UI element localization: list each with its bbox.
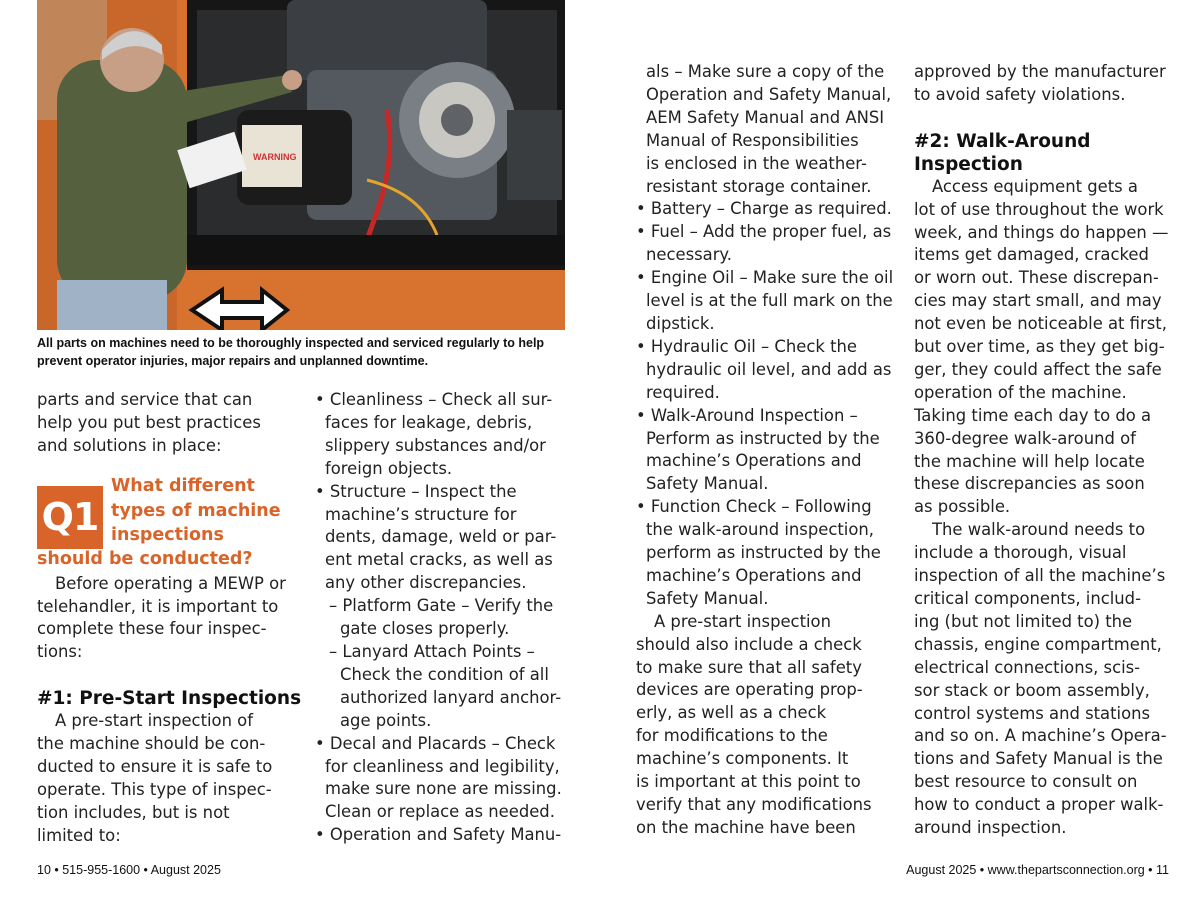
text-line: and so on. A machine’s Opera- [914, 726, 1167, 746]
section-heading: #1: Pre-Start Inspections [37, 688, 302, 710]
question-badge: Q1 [37, 486, 103, 549]
column-3 [636, 61, 894, 840]
text-line: ger, they could affect the safe [914, 359, 1162, 379]
text-line: the machine should be con- [37, 734, 266, 754]
text-line: the machine will help locate [914, 451, 1145, 471]
text-line: to make sure that all safety [636, 657, 862, 677]
photo-caption [37, 334, 567, 370]
text-line: Taking time each day to do a [914, 405, 1152, 425]
photo-warning-label: WARNING [253, 152, 297, 162]
question-line: types of machine [111, 500, 281, 521]
text-line: limited to: [37, 825, 121, 845]
text-line: any other discrepancies. [325, 573, 527, 593]
text-line: Perform as instructed by the [646, 428, 880, 448]
bullet-item [315, 824, 565, 847]
bullet-item [636, 336, 894, 405]
photo-illustration [37, 0, 565, 330]
text-line: around inspection. [914, 818, 1067, 838]
text-line: verify that any modifications [636, 795, 872, 814]
text-line: include a thorough, visual [914, 543, 1127, 563]
text-line: • Walk-Around Inspection – [636, 405, 858, 425]
text-line: is enclosed in the weather- [646, 153, 867, 173]
text-line: critical components, includ- [914, 589, 1142, 609]
text-line: • Structure – Inspect the [315, 481, 517, 501]
text-line: 360-degree walk-around of [914, 428, 1136, 448]
column-2 [315, 389, 565, 847]
text-line: machine’s Operations and [646, 451, 862, 471]
caption-line: All parts on machines need to be thoroughly inspected and serviced regularly to help [37, 336, 545, 350]
text-line: on the machine have been [636, 817, 856, 837]
text-line: approved by the manufacturer [914, 62, 1166, 81]
text-line: gate closes properly. [340, 619, 510, 639]
text-line: – Platform Gate – Verify the [329, 596, 554, 616]
text-line: authorized lanyard anchor- [340, 687, 562, 707]
text-line: Operation and Safety Manual, [646, 84, 892, 104]
text-line: • Battery – Charge as required. [636, 199, 892, 219]
machine-inspection-photo [37, 0, 565, 330]
text-line: ing (but not limited to) the [914, 611, 1133, 631]
text-line: these discrepancies as soon [914, 474, 1145, 494]
text-line: tions: [37, 642, 83, 662]
sub-bullet-item [315, 595, 565, 641]
text-line: and solutions in place: [37, 435, 222, 455]
text-line: necessary. [646, 245, 733, 265]
text-line: operation of the machine. [914, 382, 1127, 402]
text-line: Access equipment gets a [932, 176, 1138, 196]
text-line: dipstick. [646, 313, 715, 333]
question-line: should be conducted? [37, 548, 253, 569]
text-line: electrical connections, scis- [914, 657, 1141, 677]
text-line: • Function Check – Following [636, 497, 872, 517]
heading-line: #2: Walk-Around [914, 130, 1091, 152]
text-line: ducted to ensure it is safe to [37, 756, 273, 776]
column-4 [914, 61, 1174, 840]
text-line: inspection of all the machine’s [914, 566, 1166, 586]
paragraph [37, 573, 292, 665]
text-line: faces for leakage, debris, [325, 412, 533, 432]
text-line: Safety Manual. [646, 588, 769, 608]
text-line: parts and service that can [37, 390, 253, 409]
bullet-item [315, 481, 565, 596]
text-line: als – Make sure a copy of the [646, 62, 885, 81]
text-line: sor stack or boom assembly, [914, 680, 1150, 700]
column-1 [37, 389, 302, 848]
text-line: for cleanliness and legibility, [325, 756, 560, 776]
bullet-item [636, 198, 894, 221]
text-line: machine’s components. It [636, 749, 849, 769]
text-line: complete these four inspec- [37, 619, 267, 639]
text-line: operate. This type of inspec- [37, 779, 272, 799]
text-line: is important at this point to [636, 772, 861, 792]
bullet-item [315, 733, 565, 825]
bullet-item [636, 221, 894, 267]
question-block [37, 475, 292, 573]
footer-left: 10 • 515-955-1600 • August 2025 [37, 863, 221, 877]
text-line: age points. [340, 710, 432, 730]
text-line: cies may start small, and may [914, 291, 1162, 311]
text-line: perform as instructed by the [646, 543, 881, 563]
text-line: hydraulic oil level, and add as [646, 359, 892, 379]
bullet-item [636, 405, 894, 497]
text-line: foreign objects. [325, 458, 453, 478]
bullet-item [315, 389, 565, 481]
text-line: machine’s Operations and [646, 565, 862, 585]
text-line: ent metal cracks, as well as [325, 550, 553, 570]
question-line: What different [111, 475, 255, 496]
text-line: level is at the full mark on the [646, 291, 893, 311]
text-line: not even be noticeable at first, [914, 314, 1167, 334]
text-line: • Decal and Placards – Check [315, 733, 556, 753]
bullet-continuation [636, 61, 894, 198]
text-line: how to conduct a proper walk- [914, 795, 1164, 815]
section-heading [914, 130, 1174, 176]
text-line: chassis, engine compartment, [914, 634, 1162, 654]
text-line: telehandler, it is important to [37, 596, 279, 616]
text-line: Check the condition of all [340, 664, 549, 684]
text-line: • Cleanliness – Check all sur- [315, 390, 553, 409]
text-line: make sure none are missing. [325, 779, 562, 799]
text-line: Clean or replace as needed. [325, 802, 555, 822]
text-line: for modifications to the [636, 726, 828, 746]
text-line: as possible. [914, 497, 1011, 517]
text-line: • Hydraulic Oil – Check the [636, 336, 857, 356]
text-line: tions and Safety Manual is the [914, 749, 1163, 769]
text-line: best resource to consult on [914, 772, 1138, 792]
text-line: resistant storage container. [646, 176, 872, 196]
text-line: A pre-start inspection [654, 611, 831, 631]
text-line: machine’s structure for [325, 504, 517, 524]
text-line: • Engine Oil – Make sure the oil [636, 268, 894, 288]
text-line: should also include a check [636, 634, 862, 654]
text-line: dents, damage, weld or par- [325, 527, 557, 547]
text-line: items get damaged, cracked [914, 245, 1149, 265]
text-line: week, and things do happen — [914, 222, 1169, 242]
text-line: Safety Manual. [646, 474, 769, 494]
text-line: slippery substances and/or [325, 435, 546, 455]
paragraph [914, 519, 1174, 840]
text-line: tion includes, but is not [37, 802, 230, 822]
text-line: • Fuel – Add the proper fuel, as [636, 222, 892, 242]
text-line: A pre-start inspection of [55, 711, 253, 731]
bullet-item [636, 496, 894, 611]
question-line: inspections [111, 524, 224, 545]
text-line: or worn out. These discrepan- [914, 268, 1159, 288]
paragraph [636, 611, 894, 840]
footer-right: August 2025 • www.thepartsconnection.org • 11 [906, 863, 1169, 877]
text-line: The walk-around needs to [932, 520, 1146, 540]
text-line: devices are operating prop- [636, 680, 863, 700]
text-line: Before operating a MEWP or [55, 573, 286, 593]
text-line: erly, as well as a check [636, 703, 827, 723]
text-line: • Operation and Safety Manu- [315, 825, 562, 845]
text-line: but over time, as they get big- [914, 337, 1165, 357]
paragraph [914, 176, 1174, 520]
text-line: control systems and stations [914, 703, 1151, 723]
text-line: to avoid safety violations. [914, 84, 1126, 104]
bullet-item [636, 267, 894, 336]
text-line: help you put best practices [37, 412, 261, 432]
text-line: – Lanyard Attach Points – [329, 641, 535, 661]
caption-line: prevent operator injuries, major repairs and unplanned downtime. [37, 354, 429, 368]
text-line: required. [646, 382, 720, 402]
text-line: AEM Safety Manual and ANSI [646, 107, 885, 127]
intro-text [37, 389, 292, 458]
heading-line: Inspection [914, 153, 1023, 175]
text-line: lot of use throughout the work [914, 199, 1164, 219]
text-line: the walk-around inspection, [646, 520, 874, 540]
text-line: Manual of Responsibilities [646, 130, 859, 150]
paragraph-continuation [914, 61, 1174, 107]
sub-bullet-item [315, 641, 565, 733]
paragraph [37, 710, 292, 847]
